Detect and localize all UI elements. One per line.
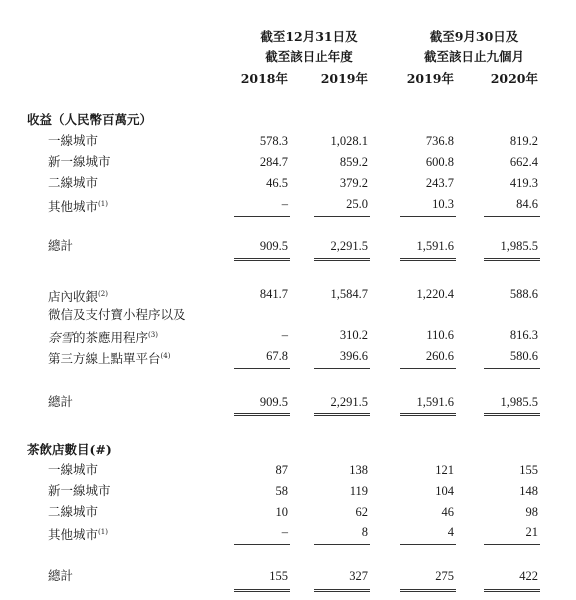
subtotal-rule	[234, 368, 290, 369]
subtotal-rule	[400, 368, 456, 369]
table-row	[0, 502, 576, 522]
cell-value: 1,591.6	[416, 239, 454, 253]
subtotal-rule	[314, 544, 370, 545]
total-double-rule	[234, 589, 290, 592]
cell-value: 10	[275, 505, 288, 519]
total-double-rule	[314, 258, 370, 261]
cell-value: 2,291.5	[330, 239, 368, 253]
total-double-rule	[484, 589, 540, 592]
table-row	[0, 152, 576, 172]
table-row	[0, 325, 576, 345]
header-period-nine-months-line1: 截至9月30日及	[429, 29, 519, 44]
cell-value: 104	[435, 484, 454, 498]
row-label: 奈雪的茶應用程序$^{(3)}$	[48, 330, 158, 345]
cell-value: –	[281, 525, 288, 539]
cell-value: 1,220.4	[416, 287, 454, 301]
subtotal-rule	[314, 216, 370, 217]
total-row	[0, 392, 576, 412]
cell-value: 1,584.7	[330, 287, 368, 301]
row-label: 一線城市	[48, 133, 99, 148]
cell-value: 121	[435, 463, 454, 477]
cell-value: 84.6	[516, 197, 538, 211]
footnote-marker: (2)	[98, 290, 108, 298]
subtotal-rule	[484, 216, 540, 217]
section-title-revenue: 收益（人民幣百萬元）	[27, 112, 153, 127]
cell-value: 909.5	[259, 395, 288, 409]
subtotal-rule	[484, 368, 540, 369]
cell-value: 155	[269, 569, 288, 583]
table-row	[0, 522, 576, 542]
row-label: 總計	[48, 238, 74, 253]
header-year-2020-9m: 2020年	[490, 71, 538, 86]
subtotal-rule	[400, 544, 456, 545]
cell-value: 46	[441, 505, 454, 519]
cell-value: 1,028.1	[330, 134, 368, 148]
table-row	[0, 131, 576, 151]
subtotal-rule	[234, 544, 290, 545]
table-row	[0, 460, 576, 480]
total-double-rule	[234, 258, 290, 261]
cell-value: 662.4	[509, 155, 538, 169]
cell-value: 10.3	[432, 197, 454, 211]
footnote-marker: (3)	[148, 331, 158, 339]
cell-value: 600.8	[425, 155, 454, 169]
cell-value: 1,985.5	[500, 239, 538, 253]
row-label: 其他城市$^{(1)}$	[48, 527, 108, 542]
total-double-rule	[400, 589, 456, 592]
cell-value: 379.2	[339, 176, 368, 190]
cell-value: 2,291.5	[330, 395, 368, 409]
cell-value: 310.2	[339, 328, 368, 342]
cell-value: 243.7	[425, 176, 454, 190]
cell-value: 138	[349, 463, 368, 477]
header-year-2019: 2019年	[320, 71, 368, 86]
footnote-marker: (1)	[98, 200, 108, 208]
subtotal-rule	[400, 216, 456, 217]
cell-value: 396.6	[339, 349, 368, 363]
total-double-rule	[484, 258, 540, 261]
cell-value: 110.6	[426, 328, 454, 342]
cell-value: 25.0	[346, 197, 368, 211]
row-label: 二線城市	[48, 504, 99, 519]
cell-value: 578.3	[259, 134, 288, 148]
cell-value: 422	[519, 569, 538, 583]
cell-value: 736.8	[425, 134, 454, 148]
cell-value: 819.2	[509, 134, 538, 148]
footnote-marker: (1)	[98, 528, 108, 536]
total-double-rule	[484, 413, 540, 416]
cell-value: 327	[349, 569, 368, 583]
brand-name: 奈雪	[48, 330, 74, 345]
subtotal-rule	[484, 544, 540, 545]
cell-value: 419.3	[509, 176, 538, 190]
cell-value: 588.6	[509, 287, 538, 301]
cell-value: 62	[355, 505, 368, 519]
row-label: 其他城市$^{(1)}$	[48, 199, 108, 214]
table-row	[0, 481, 576, 501]
cell-value: 909.5	[259, 239, 288, 253]
cell-value: 98	[525, 505, 538, 519]
row-label: 微信及支付寶小程序以及	[48, 307, 186, 322]
table-row	[0, 284, 576, 304]
total-double-rule	[400, 413, 456, 416]
cell-value: 119	[349, 484, 368, 498]
cell-value: 21	[525, 525, 538, 539]
cell-value: 46.5	[266, 176, 288, 190]
cell-value: 859.2	[339, 155, 368, 169]
table-row	[0, 173, 576, 193]
header-period-annual-line1: 截至12月31日及	[260, 29, 358, 44]
total-row	[0, 566, 576, 586]
row-label: 一線城市	[48, 462, 99, 477]
total-double-rule	[234, 413, 290, 416]
row-label: 新一線城市	[48, 483, 111, 498]
section-title-stores: 茶飲店數目(#)	[27, 442, 112, 457]
header-year-2018: 2018年	[240, 71, 288, 86]
cell-value: 58	[275, 484, 288, 498]
cell-value: 67.8	[266, 349, 288, 363]
cell-value: 1,591.6	[416, 395, 454, 409]
row-label: 總計	[48, 394, 74, 409]
header-year-2019-9m: 2019年	[406, 71, 454, 86]
table-row	[0, 194, 576, 214]
cell-value: 841.7	[259, 287, 288, 301]
cell-value: 4	[447, 525, 454, 539]
table-row	[0, 346, 576, 366]
row-label: 總計	[48, 568, 74, 583]
cell-value: –	[281, 328, 288, 342]
cell-value: 260.6	[425, 349, 454, 363]
cell-value: 8	[361, 525, 368, 539]
row-label: 第三方線上點單平台$^{(4)}$	[48, 351, 171, 366]
cell-value: 87	[275, 463, 288, 477]
footnote-marker: (4)	[160, 352, 171, 360]
header-period-nine-months-line2: 截至該日止九個月	[423, 49, 524, 64]
cell-value: –	[281, 197, 288, 211]
total-double-rule	[400, 258, 456, 261]
subtotal-rule	[234, 216, 290, 217]
cell-value: 148	[519, 484, 538, 498]
cell-value: 284.7	[259, 155, 288, 169]
row-label: 新一線城市	[48, 154, 111, 169]
total-double-rule	[314, 413, 370, 416]
cell-value: 816.3	[509, 328, 538, 342]
total-row	[0, 236, 576, 256]
cell-value: 155	[519, 463, 538, 477]
total-double-rule	[314, 589, 370, 592]
subtotal-rule	[314, 368, 370, 369]
header-period-annual-line2: 截至該日止年度	[265, 49, 353, 64]
row-label: 二線城市	[48, 175, 99, 190]
cell-value: 1,985.5	[500, 395, 538, 409]
cell-value: 580.6	[509, 349, 538, 363]
cell-value: 275	[435, 569, 454, 583]
row-label: 店內收銀$^{(2)}$	[48, 289, 108, 304]
table-row	[0, 305, 576, 325]
